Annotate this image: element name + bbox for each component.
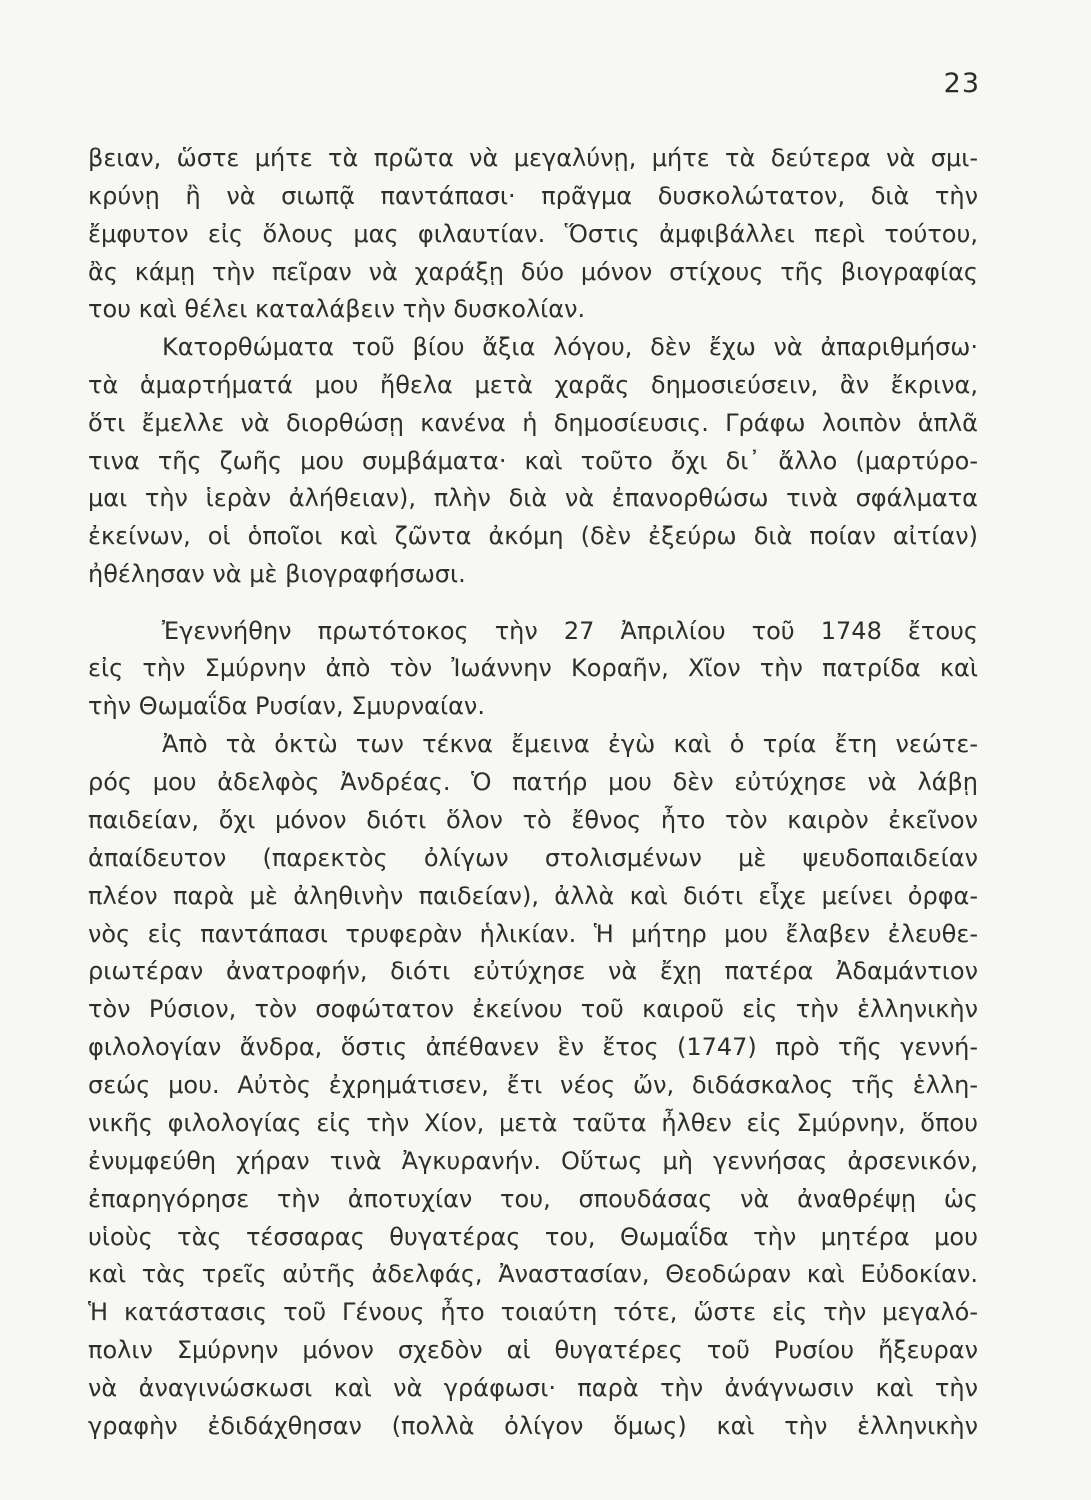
text-line: ἂς κάμῃ τὴν πεῖραν νὰ χαράξῃ δύο μόνον στίχους τῆς βιογραφίας [88,258,978,286]
text-line: Ἐγεννήθην πρωτότοκος τὴν 27 Ἀπριλίου τοῦ 1748 ἔτους [162,617,978,645]
text-line: Ἡ κατάστασις τοῦ Γένους ἦτο τοιαύτη τότε, ὥστε εἰς τὴν μεγαλό- [88,1298,978,1326]
text-line: βειαν, ὥστε μήτε τὰ πρῶτα νὰ μεγαλύνῃ, μήτε τὰ δεύτερα νὰ σμι- [88,144,978,172]
text-line: γραφὴν ἐδιδάχθησαν (πολλὰ ὀλίγον ὅμως) καὶ τὴν ἑλληνικὴν [88,1412,978,1440]
text-line: καὶ τὰς τρεῖς αὐτῆς ἀδελφάς, Ἀναστασίαν, Θεοδώραν καὶ Εὐδοκίαν. [88,1260,978,1288]
text-line: τινα τῆς ζωῆς μου συμβάματα· καὶ τοῦτο ὄχι δι᾿ ἄλλο (μαρτύρο- [88,447,978,475]
text-line: τὰ ἁμαρτήματά μου ἤθελα μετὰ χαρᾶς δημοσιεύσειν, ἂν ἔκρινα, [88,371,978,399]
page-number: 23 [943,68,980,99]
text-line: μαι τὴν ἱερὰν ἀλήθειαν), πλὴν διὰ νὰ ἐπανορθώσω τινὰ σφάλματα [88,484,978,512]
text-line: νὰ ἀναγινώσκωσι καὶ νὰ γράφωσι· παρὰ τὴν ἀνάγνωσιν καὶ τὴν [88,1374,978,1402]
text-line: τὸν Ρύσιον, τὸν σοφώτατον ἐκείνου τοῦ καιροῦ εἰς τὴν ἑλληνικὴν [88,995,978,1023]
text-line: σεώς μου. Αὐτὸς ἐχρημάτισεν, ἔτι νέος ὤν, διδάσκαλος τῆς ἑλλη- [88,1071,978,1099]
text-line: ἐπαρηγόρησε τὴν ἀποτυχίαν του, σπουδάσας νὰ ἀναθρέψῃ ὡς [88,1185,978,1213]
text-line: τὴν Θωμαΐδα Ρυσίαν, Σμυρναίαν. [88,692,485,720]
text-line: παιδείαν, ὄχι μόνον διότι ὅλον τὸ ἔθνος ἦτο τὸν καιρὸν ἐκεῖνον [88,806,978,834]
text-line: νικῆς φιλολογίας εἰς τὴν Χίον, μετὰ ταῦτα ἦλθεν εἰς Σμύρνην, ὅπου [88,1109,978,1137]
text-line: πλέον παρὰ μὲ ἀληθινὴν παιδείαν), ἀλλὰ καὶ διότι εἶχε μείνει ὀρφα- [88,882,978,910]
text-line: νὸς εἰς παντάπασι τρυφερὰν ἡλικίαν. Ἡ μήτηρ μου ἔλαβεν ἐλευθε- [88,920,978,948]
text-line: Ἀπὸ τὰ ὀκτὼ των τέκνα ἔμεινα ἐγὼ καὶ ὁ τρία ἔτη νεώτε- [162,730,978,758]
text-line: ριωτέραν ἀνατροφήν, διότι εὐτύχησε νὰ ἔχῃ πατέρα Ἀδαμάντιον [88,957,978,985]
text-line: κρύνῃ ἢ νὰ σιωπᾷ παντάπασι· πρᾶγμα δυσκολώτατον, διὰ τὴν [88,182,978,210]
text-line: Κατορθώματα τοῦ βίου ἄξια λόγου, δὲν ἔχω νὰ ἀπαριθμήσω· [162,333,978,361]
text-line: ἐκείνων, οἱ ὁποῖοι καὶ ζῶντα ἀκόμη (δὲν ἐξεύρω διὰ ποίαν αἰτίαν) [88,522,978,550]
text-line: πολιν Σμύρνην μόνον σχεδὸν αἱ θυγατέρες τοῦ Ρυσίου ἤξευραν [88,1336,978,1364]
text-line: εἰς τὴν Σμύρνην ἀπὸ τὸν Ἰωάννην Κοραῆν, Χῖον τὴν πατρίδα καὶ [88,654,978,682]
text-line: ρός μου ἀδελφὸς Ἀνδρέας. Ὁ πατήρ μου δὲν εὐτύχησε νὰ λάβῃ [88,768,978,796]
text-line: υἱοὺς τὰς τέσσαρας θυγατέρας του, Θωμαΐδα τὴν μητέρα μου [88,1223,978,1251]
text-line: του καὶ θέλει καταλάβειν τὴν δυσκολίαν. [88,295,586,323]
text-line: ὅτι ἔμελλε νὰ διορθώσῃ κανένα ἡ δημοσίευσις. Γράφω λοιπὸν ἁπλᾶ [88,409,978,437]
text-line: φιλολογίαν ἄνδρα, ὅστις ἀπέθανεν ἓν ἔτος (1747) πρὸ τῆς γεννή- [88,1033,978,1061]
text-line: ἀπαίδευτον (παρεκτὸς ὀλίγων στολισμένων μὲ ψευδοπαιδείαν [88,844,978,872]
text-line: ἔμφυτον εἰς ὅλους μας φιλαυτίαν. Ὅστις ἀμφιβάλλει περὶ τούτου, [88,220,978,248]
text-line: ἐνυμφεύθη χήραν τινὰ Ἀγκυρανήν. Οὕτως μὴ γεννήσας ἀρσενικόν, [88,1147,978,1175]
text-line: ἠθέλησαν νὰ μὲ βιογραφήσωσι. [88,560,466,588]
